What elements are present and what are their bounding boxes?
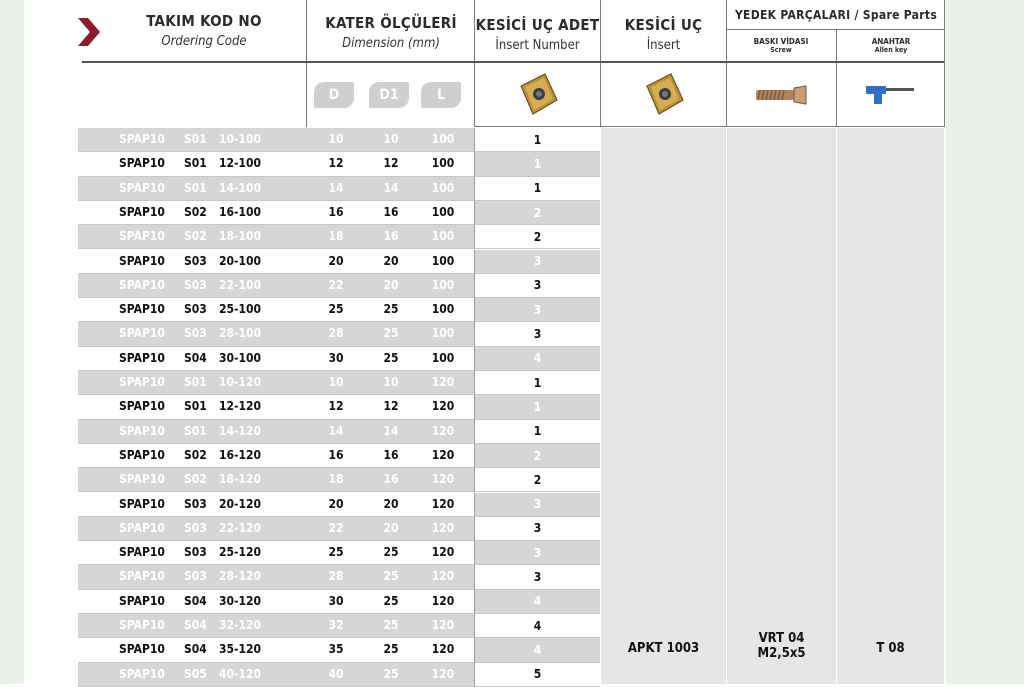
key-title: ANAHTAR	[871, 36, 911, 46]
d-cell: 20	[328, 496, 344, 511]
size-cell: 14-120	[219, 423, 262, 438]
d1-cell: 12	[383, 156, 399, 171]
ordering-code-cell	[78, 201, 306, 225]
type-cell: S04	[184, 593, 207, 608]
d-cell: 16	[328, 447, 344, 462]
d-cell: 25	[328, 545, 344, 560]
divider	[474, 0, 475, 127]
l-cell: 120	[431, 447, 455, 462]
dimension-subtitle: Dimension (mm)	[342, 35, 440, 51]
type-cell: S03	[184, 253, 207, 268]
l-cell: 120	[431, 423, 455, 438]
dimension-cell	[306, 395, 474, 419]
divider	[836, 29, 837, 127]
insert-number-cell: 2	[474, 225, 600, 249]
size-cell: 30-100	[219, 350, 262, 365]
chevron-right-icon	[76, 16, 102, 48]
insert-number-cell: 1	[474, 128, 600, 152]
table-row	[78, 614, 600, 638]
table-row	[78, 468, 600, 492]
d-cell: 30	[328, 350, 344, 365]
series-cell: SPAP10	[119, 132, 165, 146]
table-row	[78, 347, 600, 371]
d-cell: 22	[328, 277, 344, 292]
header-rule	[82, 61, 944, 63]
insert-number-cell: 4	[474, 614, 600, 638]
spare-parts-header	[727, 2, 945, 28]
d-cell: 18	[328, 472, 344, 487]
table-row	[78, 565, 600, 589]
type-cell: S01	[184, 132, 207, 146]
series-cell: SPAP10	[119, 204, 165, 219]
size-cell: 10-100	[219, 132, 262, 146]
ordering-code-header	[104, 4, 304, 56]
divider	[474, 126, 944, 127]
key-code: T 08	[876, 641, 905, 656]
d-cell: 10	[328, 375, 344, 389]
size-cell: 14-100	[219, 180, 262, 195]
table-row	[78, 395, 600, 419]
series-cell: SPAP10	[119, 253, 165, 268]
l-cell: 120	[431, 666, 455, 681]
table-row	[78, 298, 600, 322]
divider	[836, 128, 837, 684]
type-cell: S05	[184, 666, 207, 681]
insert-subtitle: İnsert	[646, 37, 681, 53]
dimension-cell	[306, 322, 474, 346]
d-cell: 22	[328, 520, 344, 535]
series-cell: SPAP10	[119, 545, 165, 560]
ordering-code-cell	[78, 371, 306, 395]
ordering-code-cell	[78, 177, 306, 201]
insert-header	[601, 6, 726, 62]
series-cell: SPAP10	[119, 569, 165, 584]
series-cell: SPAP10	[119, 229, 165, 244]
table-row	[78, 663, 600, 687]
d1-cell: 10	[383, 375, 399, 389]
insert-number-cell: 3	[474, 541, 600, 565]
d-cell: 16	[328, 204, 344, 219]
series-cell: SPAP10	[119, 593, 165, 608]
type-cell: S01	[184, 399, 207, 414]
type-cell: S03	[184, 496, 207, 511]
d1-cell: 16	[383, 204, 399, 219]
key-subtitle: Allen key	[874, 45, 908, 54]
ordering-code-cell	[78, 541, 306, 565]
l-cell: 120	[431, 545, 455, 560]
insert-column	[601, 128, 726, 684]
type-cell: S02	[184, 472, 207, 487]
d1-cell: 25	[383, 545, 399, 560]
dimension-cell	[306, 201, 474, 225]
series-cell: SPAP10	[119, 520, 165, 535]
ordering-code-cell	[78, 444, 306, 468]
table-row	[78, 517, 600, 541]
dimension-cell	[306, 663, 474, 687]
d1-cell: 16	[383, 472, 399, 487]
series-cell: SPAP10	[119, 326, 165, 341]
series-cell: SPAP10	[119, 156, 165, 171]
size-cell: 35-120	[219, 642, 262, 657]
divider	[306, 0, 307, 127]
series-cell: SPAP10	[119, 666, 165, 681]
insert-number-cell: 1	[474, 152, 600, 176]
insert-number-cell: 4	[474, 347, 600, 371]
key-header	[837, 30, 945, 60]
d1-cell: 10	[383, 132, 399, 146]
d1-cell: 25	[383, 302, 399, 317]
d1-cell: 25	[383, 569, 399, 584]
l-cell: 120	[431, 569, 455, 584]
ordering-code-cell	[78, 614, 306, 638]
type-cell: S04	[184, 618, 207, 632]
screw-column	[727, 128, 836, 684]
d-cell: 12	[328, 399, 344, 414]
d1-cell: 12	[383, 399, 399, 414]
page-edge-right	[946, 0, 1024, 684]
dimension-cell	[306, 225, 474, 249]
d-cell: 14	[328, 180, 344, 195]
insert-number-cell: 1	[474, 177, 600, 201]
dimension-cell	[306, 250, 474, 274]
ordering-code-cell	[78, 347, 306, 371]
table-row	[78, 638, 600, 662]
d-cell: 32	[328, 618, 344, 632]
insert-number-title: KESİCİ UÇ ADET	[475, 15, 600, 34]
ordering-code-cell	[78, 128, 306, 152]
table-row	[78, 128, 600, 152]
ordering-code-cell	[78, 322, 306, 346]
table-row	[78, 420, 600, 444]
dimension-cell	[306, 565, 474, 589]
l-cell: 120	[431, 399, 455, 414]
size-cell: 12-120	[219, 399, 262, 414]
type-cell: S03	[184, 520, 207, 535]
d-cell: 35	[328, 642, 344, 657]
insert-number-cell: 2	[474, 468, 600, 492]
insert-number-header	[475, 6, 600, 62]
d-cell: 25	[328, 302, 344, 317]
divider	[726, 0, 727, 127]
size-cell: 28-120	[219, 569, 262, 584]
type-cell: S03	[184, 302, 207, 317]
size-cell: 25-120	[219, 545, 262, 560]
dimension-cell	[306, 541, 474, 565]
size-cell: 25-100	[219, 302, 262, 317]
insert-number-subtitle: İnsert Number	[495, 37, 580, 53]
insert-image-icon	[641, 70, 687, 118]
dimension-cell	[306, 590, 474, 614]
insert-number-cell: 5	[474, 663, 600, 687]
l-cell: 120	[431, 642, 455, 657]
insert-number-cell: 2	[474, 201, 600, 225]
dimension-cell	[306, 274, 474, 298]
d1-cell: 25	[383, 642, 399, 657]
l-cell: 120	[431, 593, 455, 608]
dimension-cell	[306, 128, 474, 152]
insert-image-icon	[515, 70, 561, 118]
l-cell: 100	[431, 132, 455, 146]
insert-number-cell: 1	[474, 371, 600, 395]
dim-label-l: L	[421, 82, 461, 108]
size-cell: 40-120	[219, 666, 262, 681]
ordering-code-cell	[78, 565, 306, 589]
l-cell: 100	[431, 229, 455, 244]
l-cell: 100	[431, 350, 455, 365]
d-cell: 30	[328, 593, 344, 608]
type-cell: S02	[184, 447, 207, 462]
insert-number-cell: 4	[474, 590, 600, 614]
table-row	[78, 274, 600, 298]
size-cell: 16-100	[219, 204, 262, 219]
screw-subtitle: Screw	[770, 45, 792, 54]
ordering-code-cell	[78, 468, 306, 492]
d-cell: 28	[328, 326, 344, 341]
type-cell: S01	[184, 423, 207, 438]
size-cell: 22-120	[219, 520, 262, 535]
type-cell: S01	[184, 375, 207, 389]
l-cell: 120	[431, 375, 455, 389]
dimension-cell	[306, 371, 474, 395]
d-cell: 20	[328, 253, 344, 268]
d1-cell: 20	[383, 520, 399, 535]
type-cell: S03	[184, 326, 207, 341]
size-cell: 16-120	[219, 447, 262, 462]
spare-parts-title: YEDEK PARÇALARI / Spare Parts	[734, 8, 938, 22]
l-cell: 120	[431, 618, 455, 632]
d1-cell: 25	[383, 593, 399, 608]
insert-number-cell: 1	[474, 395, 600, 419]
series-cell: SPAP10	[119, 472, 165, 487]
d1-cell: 16	[383, 229, 399, 244]
series-cell: SPAP10	[119, 375, 165, 389]
ordering-code-cell	[78, 638, 306, 662]
ordering-code-cell	[78, 225, 306, 249]
d1-cell: 25	[383, 350, 399, 365]
d-cell: 14	[328, 423, 344, 438]
screw-code-line-1: VRT 04	[758, 631, 805, 646]
dimension-cell	[306, 614, 474, 638]
dim-label-d1: D1	[369, 82, 409, 108]
screw-code	[727, 631, 836, 661]
ordering-code-cell	[78, 274, 306, 298]
dimension-cell	[306, 298, 474, 322]
dimension-cell	[306, 444, 474, 468]
ordering-code-cell	[78, 152, 306, 176]
type-cell: S01	[184, 156, 207, 171]
size-cell: 12-100	[219, 156, 262, 171]
insert-number-cell: 3	[474, 250, 600, 274]
series-cell: SPAP10	[119, 496, 165, 511]
d1-cell: 20	[383, 496, 399, 511]
dimension-cell	[306, 347, 474, 371]
allen-key-image-icon	[864, 82, 918, 106]
divider	[727, 29, 944, 30]
key-column	[837, 128, 944, 684]
l-cell: 100	[431, 156, 455, 171]
d-cell: 28	[328, 569, 344, 584]
type-cell: S04	[184, 642, 207, 657]
insert-number-cell: 3	[474, 517, 600, 541]
insert-number-cell: 3	[474, 493, 600, 517]
series-cell: SPAP10	[119, 350, 165, 365]
divider	[726, 128, 727, 684]
screw-code-line-2: M2,5x5	[757, 646, 806, 661]
dimension-header	[307, 4, 475, 60]
d-cell: 40	[328, 666, 344, 681]
table-row	[78, 541, 600, 565]
d1-cell: 14	[383, 423, 399, 438]
table-row	[78, 493, 600, 517]
series-cell: SPAP10	[119, 618, 165, 632]
dimension-cell	[306, 638, 474, 662]
d-cell: 18	[328, 229, 344, 244]
insert-number-cell: 3	[474, 565, 600, 589]
d1-cell: 20	[383, 253, 399, 268]
screw-header	[727, 30, 835, 60]
l-cell: 100	[431, 180, 455, 195]
l-cell: 120	[431, 496, 455, 511]
ordering-code-cell	[78, 663, 306, 687]
series-cell: SPAP10	[119, 302, 165, 317]
d1-cell: 25	[383, 666, 399, 681]
dimension-cell	[306, 177, 474, 201]
ordering-code-cell	[78, 250, 306, 274]
size-cell: 18-120	[219, 472, 262, 487]
l-cell: 100	[431, 326, 455, 341]
size-cell: 28-100	[219, 326, 262, 341]
type-cell: S01	[184, 180, 207, 195]
type-cell: S03	[184, 277, 207, 292]
d1-cell: 25	[383, 326, 399, 341]
insert-number-cell: 3	[474, 298, 600, 322]
page-edge-left	[0, 0, 24, 684]
dim-label-d: D	[314, 82, 354, 108]
series-cell: SPAP10	[119, 423, 165, 438]
d1-cell: 25	[383, 618, 399, 632]
l-cell: 120	[431, 520, 455, 535]
type-cell: S02	[184, 229, 207, 244]
size-cell: 10-120	[219, 375, 262, 389]
d1-cell: 16	[383, 447, 399, 462]
insert-number-cell: 2	[474, 444, 600, 468]
screw-image-icon	[754, 84, 808, 106]
series-cell: SPAP10	[119, 180, 165, 195]
divider	[944, 0, 945, 127]
insert-number-cell: 1	[474, 420, 600, 444]
d-cell: 10	[328, 132, 344, 146]
ordering-code-cell	[78, 590, 306, 614]
insert-number-cell: 4	[474, 638, 600, 662]
ordering-code-title: TAKIM KOD NO	[146, 11, 262, 30]
l-cell: 100	[431, 204, 455, 219]
size-cell: 30-120	[219, 593, 262, 608]
table-row	[78, 201, 600, 225]
series-cell: SPAP10	[119, 277, 165, 292]
dimension-cell	[306, 420, 474, 444]
series-cell: SPAP10	[119, 399, 165, 414]
ordering-code-cell	[78, 298, 306, 322]
insert-number-cell: 3	[474, 274, 600, 298]
table-row	[78, 152, 600, 176]
size-cell: 32-120	[219, 618, 262, 632]
insert-number-cell: 3	[474, 322, 600, 346]
ordering-code-cell	[78, 395, 306, 419]
table-row	[78, 444, 600, 468]
ordering-code-cell	[78, 493, 306, 517]
l-cell: 120	[431, 472, 455, 487]
type-cell: S02	[184, 204, 207, 219]
dimension-cell	[306, 493, 474, 517]
table-row	[78, 590, 600, 614]
divider	[600, 0, 601, 127]
series-cell: SPAP10	[119, 447, 165, 462]
dimension-title: KATER ÖLÇÜLERİ	[325, 13, 457, 32]
table-row	[78, 225, 600, 249]
l-cell: 100	[431, 277, 455, 292]
table-row	[78, 322, 600, 346]
d1-cell: 20	[383, 277, 399, 292]
table-row	[78, 250, 600, 274]
screw-title: BASKI VİDASI	[753, 36, 809, 46]
d-cell: 12	[328, 156, 344, 171]
type-cell: S03	[184, 569, 207, 584]
size-cell: 20-100	[219, 253, 262, 268]
type-cell: S04	[184, 350, 207, 365]
ordering-code-cell	[78, 420, 306, 444]
dimension-cell	[306, 468, 474, 492]
size-cell: 22-100	[219, 277, 262, 292]
dimension-cell	[306, 517, 474, 541]
table-row	[78, 177, 600, 201]
insert-title: KESİCİ UÇ	[624, 15, 703, 34]
dimension-cell	[306, 152, 474, 176]
table-row	[78, 371, 600, 395]
size-cell: 18-100	[219, 229, 262, 244]
l-cell: 100	[431, 302, 455, 317]
ordering-code-cell	[78, 517, 306, 541]
d1-cell: 14	[383, 180, 399, 195]
l-cell: 100	[431, 253, 455, 268]
ordering-code-subtitle: Ordering Code	[161, 33, 247, 49]
type-cell: S03	[184, 545, 207, 560]
size-cell: 20-120	[219, 496, 262, 511]
insert-code: APKT 1003	[627, 641, 700, 656]
series-cell: SPAP10	[119, 642, 165, 657]
